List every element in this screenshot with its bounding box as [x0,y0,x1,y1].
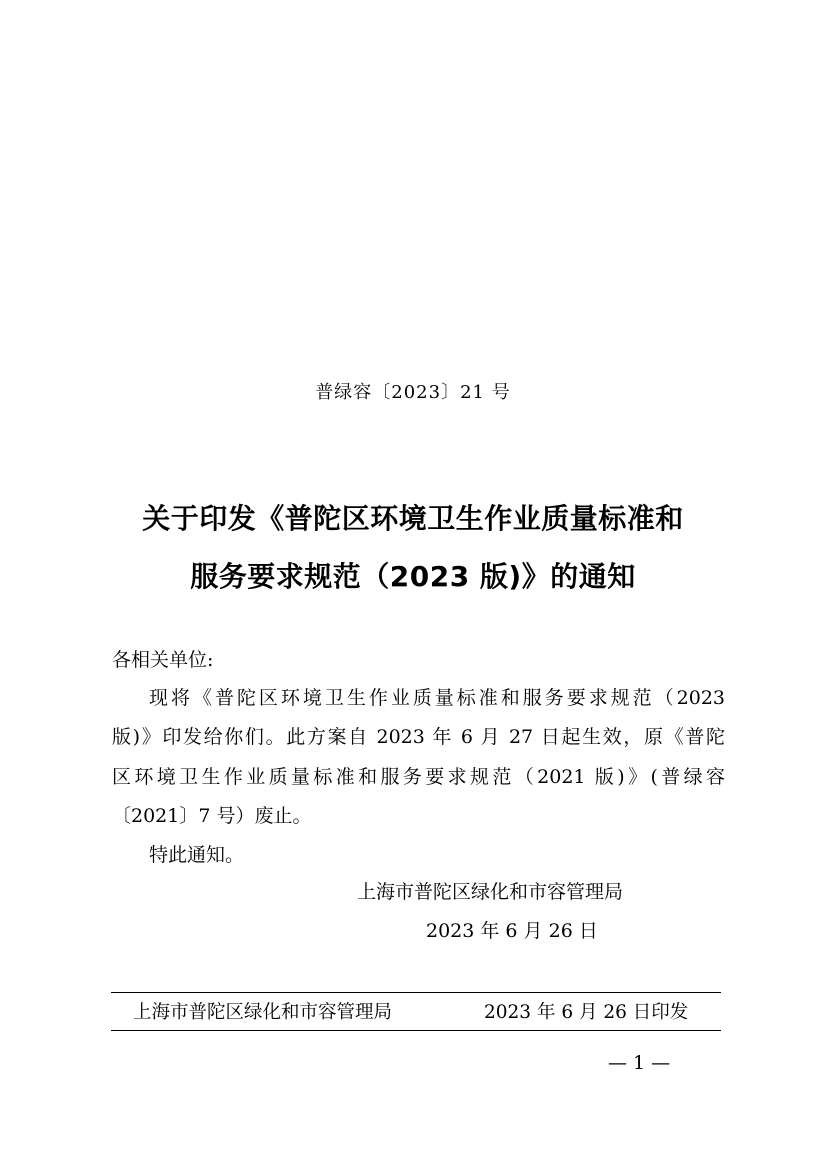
signature-date: 2023 年 6 月 26 日 [426,920,598,942]
footer-bottom-rule [111,1030,721,1031]
document-title-line-2: 服务要求规范（2023 版)》的通知 [190,560,636,593]
footer-issuer: 上海市普陀区绿化和市容管理局 [133,1002,393,1023]
page-number: — 1 — [608,1052,671,1074]
document-number: 普绿容〔2023〕21 号 [315,382,511,403]
footer-issue-date: 2023 年 6 月 26 日印发 [484,1002,689,1023]
paragraph-line: 〔2021〕7 号）废止。 [112,805,312,827]
paragraph-line: 区环境卫生作业质量标准和服务要求规范（2021 版)》(普绿容 [112,766,725,788]
salutation: 各相关单位: [112,649,214,671]
closing-remark: 特此通知。 [149,844,245,866]
signature-issuer: 上海市普陀区绿化和市容管理局 [357,881,624,903]
document-title-line-1: 关于印发《普陀区环境卫生作业质量标准和 [142,502,684,535]
paragraph-line: 现将《普陀区环境卫生作业质量标准和服务要求规范（2023 [149,687,725,709]
footer-top-rule [111,992,721,993]
paragraph-line: 版)》印发给你们。此方案自 2023 年 6 月 27 日起生效，原《普陀 [112,726,725,748]
